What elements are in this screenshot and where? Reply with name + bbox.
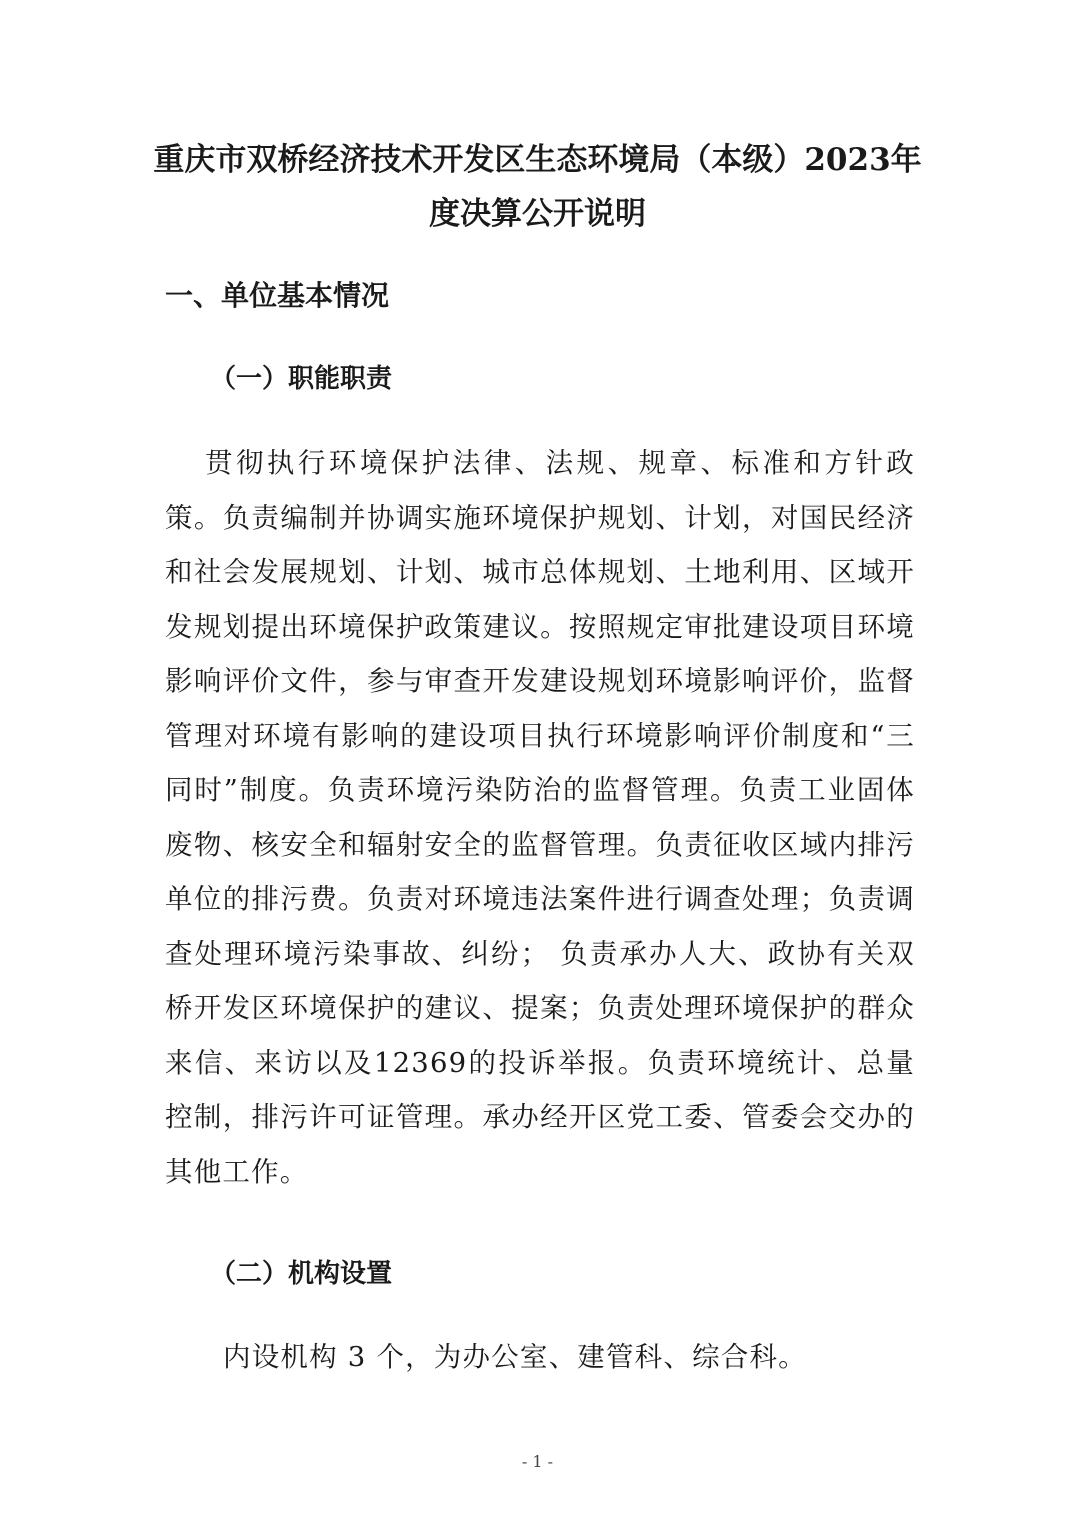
duties-paragraph: 贯彻执行环境保护法律、法规、规章、标准和方针政策。负责编制并协调实施环境保护规划、计划，对国民经济和社会发展规划、计划、城市总体规划、土地利用、区域开发规划提出环境保护政策建议。按照规定审批建设项目环境影响评价文件，参与审查开发建设规划环境影响评价，监督管理对环境有影响的建设项目执行环境影响评价制度和“三同时”制度。负责环境污染防治的监督管理。负责工业固体废物、核安全和辐射安全的监督管理。负责征收区域内排污单位的排污费。负责对环境违法案件进行调查处理；负责调查处理环境污染事故、纠纷； 负责承办人大、政协有关双桥开发区环境保护的建议、提案；负责处理环境保护的群众来信、来访以及12369的投诉举报。负责环境统计、总量控制，排污许可证管理。承办经开区党工委、管委会交办的其他工作。 xyxy=(165,447,915,1188)
section-heading-basic-info: 一、单位基本情况 xyxy=(165,279,390,312)
subsection-heading-duties: （一）职能职责 xyxy=(210,364,393,394)
document-title: 重庆市双桥经济技术开发区生态环境局（本级）2023年度决算公开说明 xyxy=(153,142,922,232)
page-number: - 1 - xyxy=(521,1452,554,1471)
subsection-heading-organization: （二）机构设置 xyxy=(210,1259,393,1289)
organization-paragraph: 内设机构 3 个，为办公室、建管科、综合科。 xyxy=(223,1341,807,1373)
